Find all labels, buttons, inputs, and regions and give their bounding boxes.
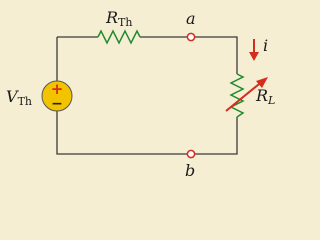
source-minus-sign: −: [51, 96, 63, 112]
label-r-th: $R_{Th}$: [106, 8, 133, 29]
thevenin-resistor: [98, 31, 140, 43]
wire-bottom-left: [57, 111, 187, 154]
label-r-l: $R_L$: [256, 86, 276, 107]
label-v-th: $V_{Th}$: [6, 87, 32, 108]
wire-top-right: [195, 37, 237, 74]
label-current-i: i: [263, 36, 269, 55]
label-node-a: a: [186, 9, 196, 28]
current-arrow: [249, 39, 259, 61]
circuit-wires: [57, 37, 237, 154]
wire-bottom-right: [195, 117, 237, 154]
terminal-a: [187, 33, 194, 40]
load-resistor: [231, 74, 243, 117]
terminal-b: [187, 150, 194, 157]
source-plus-sign: +: [50, 80, 64, 98]
label-node-b: b: [185, 161, 196, 180]
